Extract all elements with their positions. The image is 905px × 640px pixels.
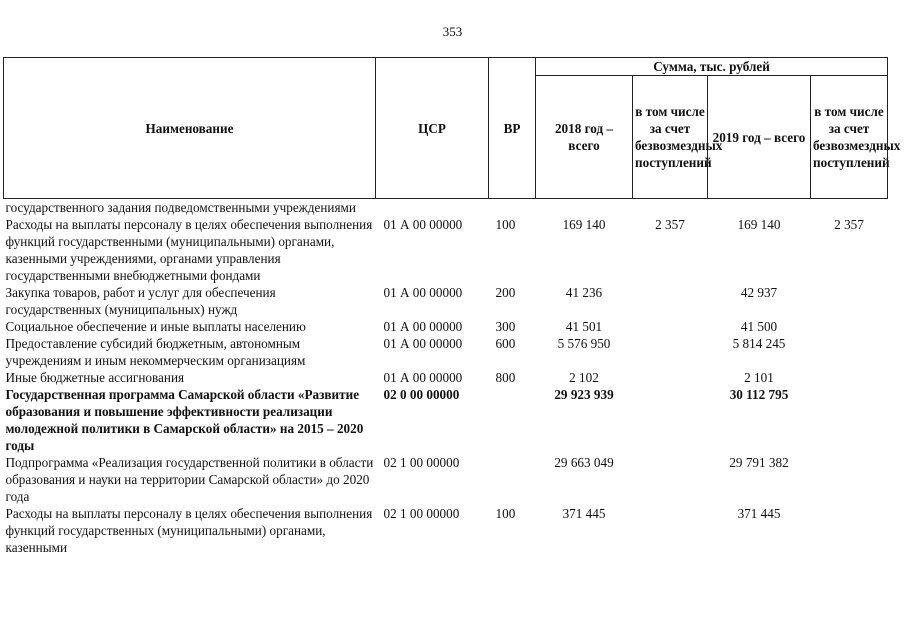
row-2019-gratuitous	[811, 505, 888, 556]
row-vr	[489, 199, 536, 217]
row-2019-gratuitous	[811, 335, 888, 369]
row-vr: 200	[495, 285, 516, 300]
row-2019-gratuitous: 2 357	[834, 217, 864, 232]
table-row	[4, 454, 888, 505]
header-csr: ЦСР	[376, 58, 489, 199]
row-name: Расходы на выплаты персоналу в целях обеспечения выполнения функций государственными (муниципальными) органами, казенными учреждениями, органами управления государственными внебюджетными фондами	[5, 217, 373, 283]
row-csr: 02 0 00 00000	[383, 387, 460, 402]
table-row	[4, 505, 888, 556]
row-2019-gratuitous	[811, 454, 888, 505]
row-2018-gratuitous	[633, 505, 708, 556]
header-2018-total: 2018 год – всего	[536, 76, 633, 199]
row-2019-gratuitous	[811, 199, 888, 217]
page-number: 353	[442, 24, 463, 39]
row-2019-total: 42 937	[740, 285, 778, 300]
row-vr: 300	[495, 319, 516, 334]
row-2018-gratuitous	[633, 454, 708, 505]
row-2018-total: 5 576 950	[557, 336, 611, 351]
row-2018-total: 41 236	[565, 285, 603, 300]
table-row	[4, 335, 888, 369]
row-vr: 600	[495, 336, 516, 351]
row-name: Иные бюджетные ассигнования	[5, 370, 185, 385]
row-csr: 02 1 00 00000	[383, 506, 460, 521]
row-csr: 01 А 00 00000	[383, 370, 463, 385]
header-name: Наименование	[4, 58, 376, 199]
table-row	[4, 318, 888, 335]
row-name: государственного задания подведомственными учреждениями	[5, 200, 356, 215]
row-2019-total: 371 445	[737, 506, 781, 521]
table-row	[4, 386, 888, 454]
row-name: Закупка товаров, работ и услуг для обеспечения государственных (муниципальных) нужд	[5, 285, 276, 317]
row-csr: 01 А 00 00000	[383, 285, 463, 300]
row-2019-total: 5 814 245	[732, 336, 786, 351]
row-2019-total: 29 791 382	[729, 455, 789, 470]
row-name: Предоставление субсидий бюджетным, автономным учреждениям и иным некоммерческим организациям	[5, 336, 306, 368]
row-2019-total: 2 101	[744, 370, 774, 385]
row-csr: 01 А 00 00000	[383, 319, 463, 334]
row-2019-total	[708, 199, 811, 217]
row-2018-gratuitous	[633, 369, 708, 386]
table-row	[4, 369, 888, 386]
row-2019-total: 41 500	[740, 319, 778, 334]
row-2018-total: 41 501	[565, 319, 603, 334]
row-2018-gratuitous	[633, 318, 708, 335]
header-2019-gratuitous: в том числе за счет безвозмездных поступлений	[811, 76, 888, 199]
row-2018-total: 2 102	[569, 370, 599, 385]
row-2019-gratuitous	[811, 369, 888, 386]
row-2018-total: 371 445	[562, 506, 606, 521]
row-vr: 100	[495, 506, 516, 521]
row-vr: 100	[495, 217, 516, 232]
row-csr: 01 А 00 00000	[383, 336, 463, 351]
table-row	[4, 284, 888, 318]
header-2018-gratuitous: в том числе за счет безвозмездных поступлений	[633, 76, 708, 199]
row-2018-gratuitous	[633, 284, 708, 318]
row-name: Подпрограмма «Реализация государственной политики в области образования и науки на территории Самарской области» до 2020 года	[5, 455, 374, 504]
row-csr: 01 А 00 00000	[383, 217, 463, 232]
header-vr: ВР	[489, 58, 536, 199]
row-2018-total: 169 140	[562, 217, 606, 232]
row-2018-total: 29 663 049	[554, 455, 614, 470]
row-name: Социальное обеспечение и иные выплаты населению	[5, 319, 306, 334]
row-2018-total: 29 923 939	[554, 387, 614, 402]
row-2018-gratuitous	[633, 199, 708, 217]
header-2019-total: 2019 год – всего	[708, 76, 811, 199]
row-2018-gratuitous	[633, 335, 708, 369]
row-name: Государственная программа Самарской области «Развитие образования и повышение эффективности реализации молодежной политики в Самарской области» на 2015 – 2020 годы	[5, 387, 364, 453]
header-amount-group: Сумма, тыс. рублей	[536, 58, 888, 76]
row-2019-total: 30 112 795	[729, 387, 789, 402]
row-vr	[489, 454, 536, 505]
row-name: Расходы на выплаты персоналу в целях обеспечения выполнения функций государственных (муниципальными) органами, казенными	[5, 506, 373, 555]
table-row	[4, 199, 888, 217]
row-2019-total: 169 140	[737, 217, 781, 232]
table-header	[4, 58, 901, 199]
table-row	[4, 216, 888, 284]
row-csr	[376, 199, 489, 217]
row-2019-gratuitous	[811, 318, 888, 335]
row-2018-total	[536, 199, 633, 217]
row-vr: 800	[495, 370, 516, 385]
row-2019-gratuitous	[811, 386, 888, 454]
row-csr: 02 1 00 00000	[383, 455, 460, 470]
row-2018-gratuitous: 2 357	[655, 217, 685, 232]
row-2019-gratuitous	[811, 284, 888, 318]
budget-table	[3, 57, 901, 556]
row-vr	[489, 386, 536, 454]
table-body	[4, 199, 888, 557]
row-2018-gratuitous	[633, 386, 708, 454]
